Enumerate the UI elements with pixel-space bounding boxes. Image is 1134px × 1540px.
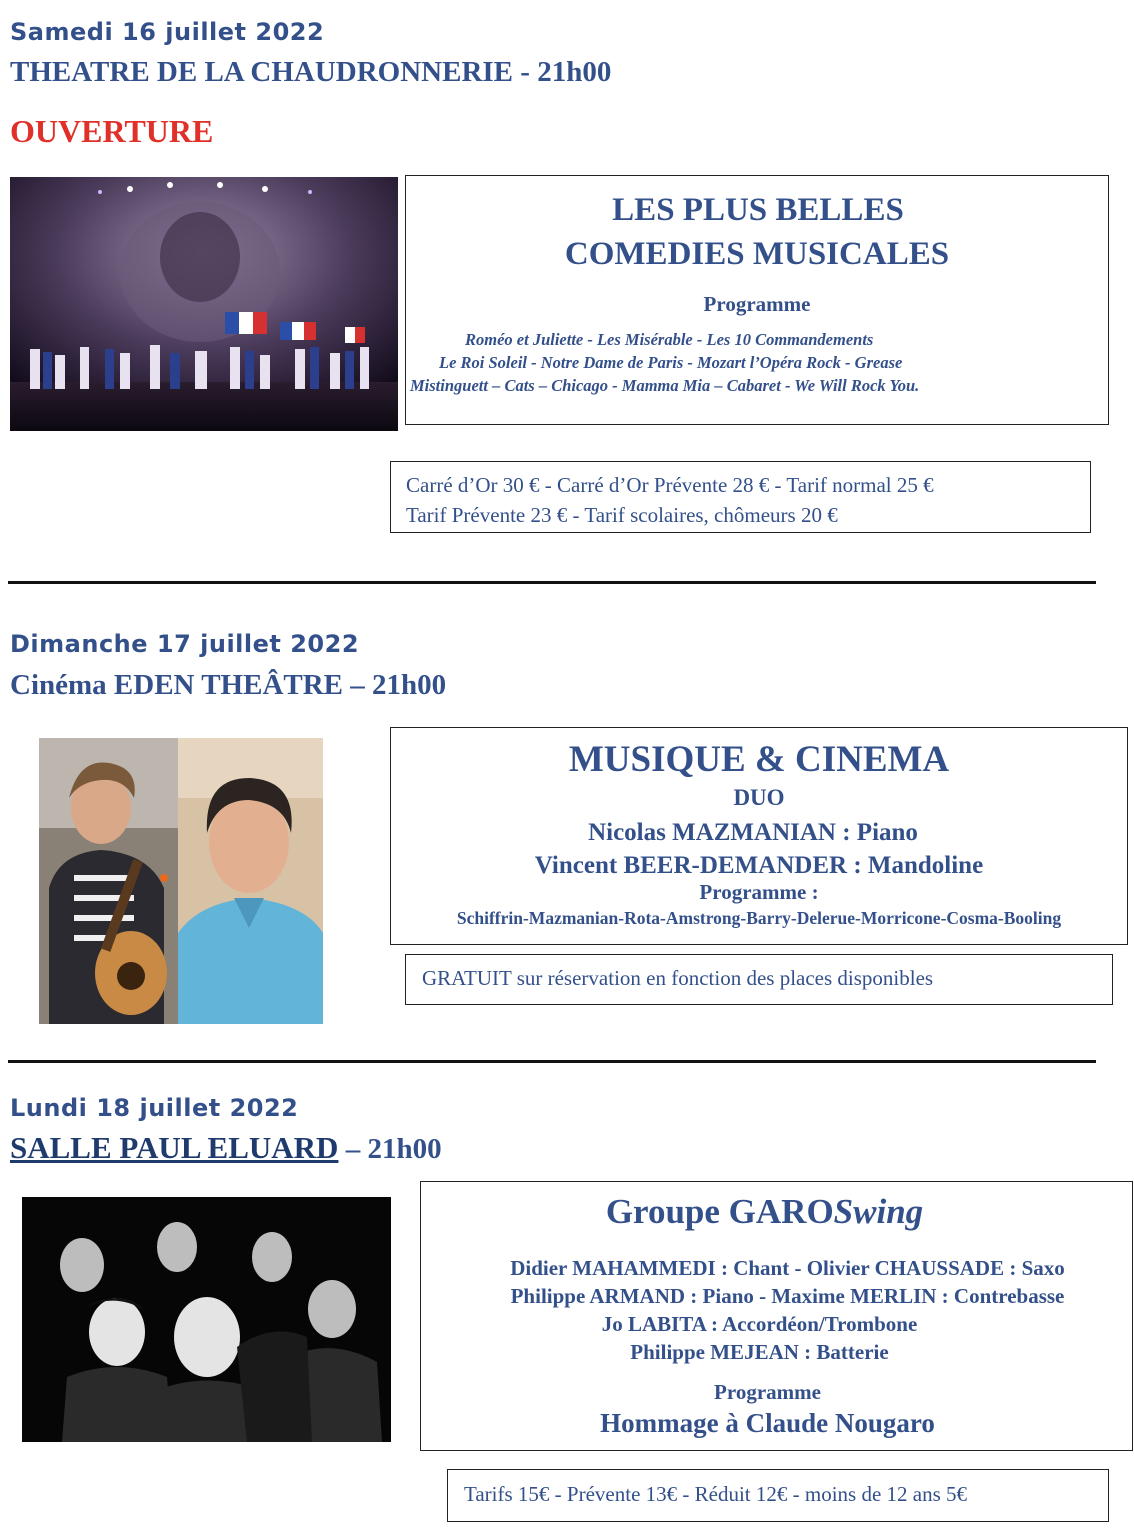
event-3-price-box bbox=[447, 1469, 1109, 1522]
event-1-tag: OUVERTURE bbox=[10, 113, 214, 149]
event-2-programme-text: Schiffrin-Mazmanian-Rota-Amstrong-Barry-Delerue-Morricone-Cosma-Booling bbox=[456, 908, 1062, 928]
event-2-performer: Nicolas MAZMANIAN : Piano bbox=[588, 819, 918, 846]
event-1-title-line1: LES PLUS BELLES bbox=[612, 192, 904, 228]
event-1-programme-line: Mistinguett – Cats – Chicago - Mamma Mia – Cabaret - We Will Rock You. bbox=[410, 376, 920, 395]
event-2-performers bbox=[391, 816, 1127, 882]
event-3-price-text: Tarifs 15€ - Prévente 13€ - Réduit 12€ - moins de 12 ans 5€ bbox=[464, 1482, 968, 1506]
event-2-venue-line bbox=[10, 669, 446, 702]
event-2-date: Dimanche 17 juillet 2022 bbox=[10, 630, 360, 658]
event-1-programme-line: Le Roi Soleil - Notre Dame de Paris - Mozart l’Opéra Rock - Grease bbox=[439, 353, 903, 372]
event-3-performer: Didier MAHAMMEDI : Chant - Olivier CHAUSSADE : Saxo bbox=[510, 1256, 1065, 1280]
event-2-title: MUSIQUE & CINEMA bbox=[568, 739, 950, 780]
event-1-title bbox=[406, 188, 1108, 276]
event-1-price-box bbox=[390, 461, 1091, 533]
event-1-venue: THEATRE DE LA CHAUDRONNERIE bbox=[10, 56, 514, 88]
event-1-info-box bbox=[405, 175, 1109, 425]
event-3-time: 21h00 bbox=[367, 1133, 442, 1165]
section-divider bbox=[8, 1060, 1096, 1063]
event-1-time: 21h00 bbox=[537, 56, 612, 88]
event-1-price-line: Tarif Prévente 23 € - Tarif scolaires, chômeurs 20 € bbox=[406, 503, 838, 527]
event-3-title-italic: Swing bbox=[833, 1192, 924, 1231]
event-3-title-main: Groupe GARO bbox=[605, 1192, 834, 1231]
event-3-performers bbox=[421, 1254, 1132, 1366]
event-1-separator: - bbox=[513, 56, 538, 88]
event-1-date: Samedi 16 juillet 2022 bbox=[10, 18, 325, 46]
event-3-photo bbox=[22, 1197, 391, 1442]
event-3-venue: SALLE PAUL ELUARD bbox=[10, 1130, 339, 1165]
event-1-title-line2: COMEDIES MUSICALES bbox=[564, 236, 950, 272]
event-2-photo bbox=[39, 738, 323, 1024]
section-divider bbox=[8, 581, 1096, 584]
event-3-venue-line bbox=[10, 1130, 442, 1166]
event-2-performer: Vincent BEER-DEMANDER : Mandoline bbox=[534, 852, 984, 879]
event-3-programme-text: Hommage à Claude Nougaro bbox=[600, 1408, 935, 1438]
event-1-programme-list bbox=[406, 328, 1110, 397]
event-3-separator: – bbox=[338, 1133, 368, 1165]
event-2-time: 21h00 bbox=[372, 669, 447, 701]
event-3-performer: Philippe MEJEAN : Batterie bbox=[630, 1340, 889, 1364]
event-1-price-line: Carré d’Or 30 € - Carré d’Or Prévente 28 € - Tarif normal 25 € bbox=[406, 473, 934, 497]
event-3-date: Lundi 18 juillet 2022 bbox=[10, 1094, 299, 1122]
event-2-price-box bbox=[405, 954, 1113, 1005]
event-3-programme-label: Programme bbox=[714, 1380, 821, 1404]
group-photo-image bbox=[22, 1197, 391, 1442]
event-2-subtitle: DUO bbox=[733, 785, 785, 810]
event-2-venue: Cinéma EDEN THEÂTRE bbox=[10, 669, 344, 701]
event-2-programme-label: Programme : bbox=[699, 880, 819, 904]
event-2-price-text: GRATUIT sur réservation en fonction des places disponibles bbox=[422, 966, 934, 990]
event-3-title bbox=[421, 1192, 1132, 1232]
event-2-info-box bbox=[390, 727, 1128, 945]
event-1-programme-label: Programme bbox=[703, 292, 811, 316]
event-3-performer: Jo LABITA : Accordéon/Trombone bbox=[601, 1312, 918, 1336]
duo-photo-image bbox=[39, 738, 323, 1024]
event-3-performer: Philippe ARMAND : Piano - Maxime MERLIN : Contrebasse bbox=[510, 1284, 1065, 1308]
event-2-separator: – bbox=[343, 669, 373, 701]
stage-photo-image bbox=[10, 177, 398, 431]
event-1-photo bbox=[10, 177, 398, 431]
event-3-info-box bbox=[420, 1181, 1133, 1451]
event-1-venue-line bbox=[10, 56, 611, 89]
event-1-programme-line: Roméo et Juliette - Les Misérable - Les 10 Commandements bbox=[465, 330, 874, 349]
